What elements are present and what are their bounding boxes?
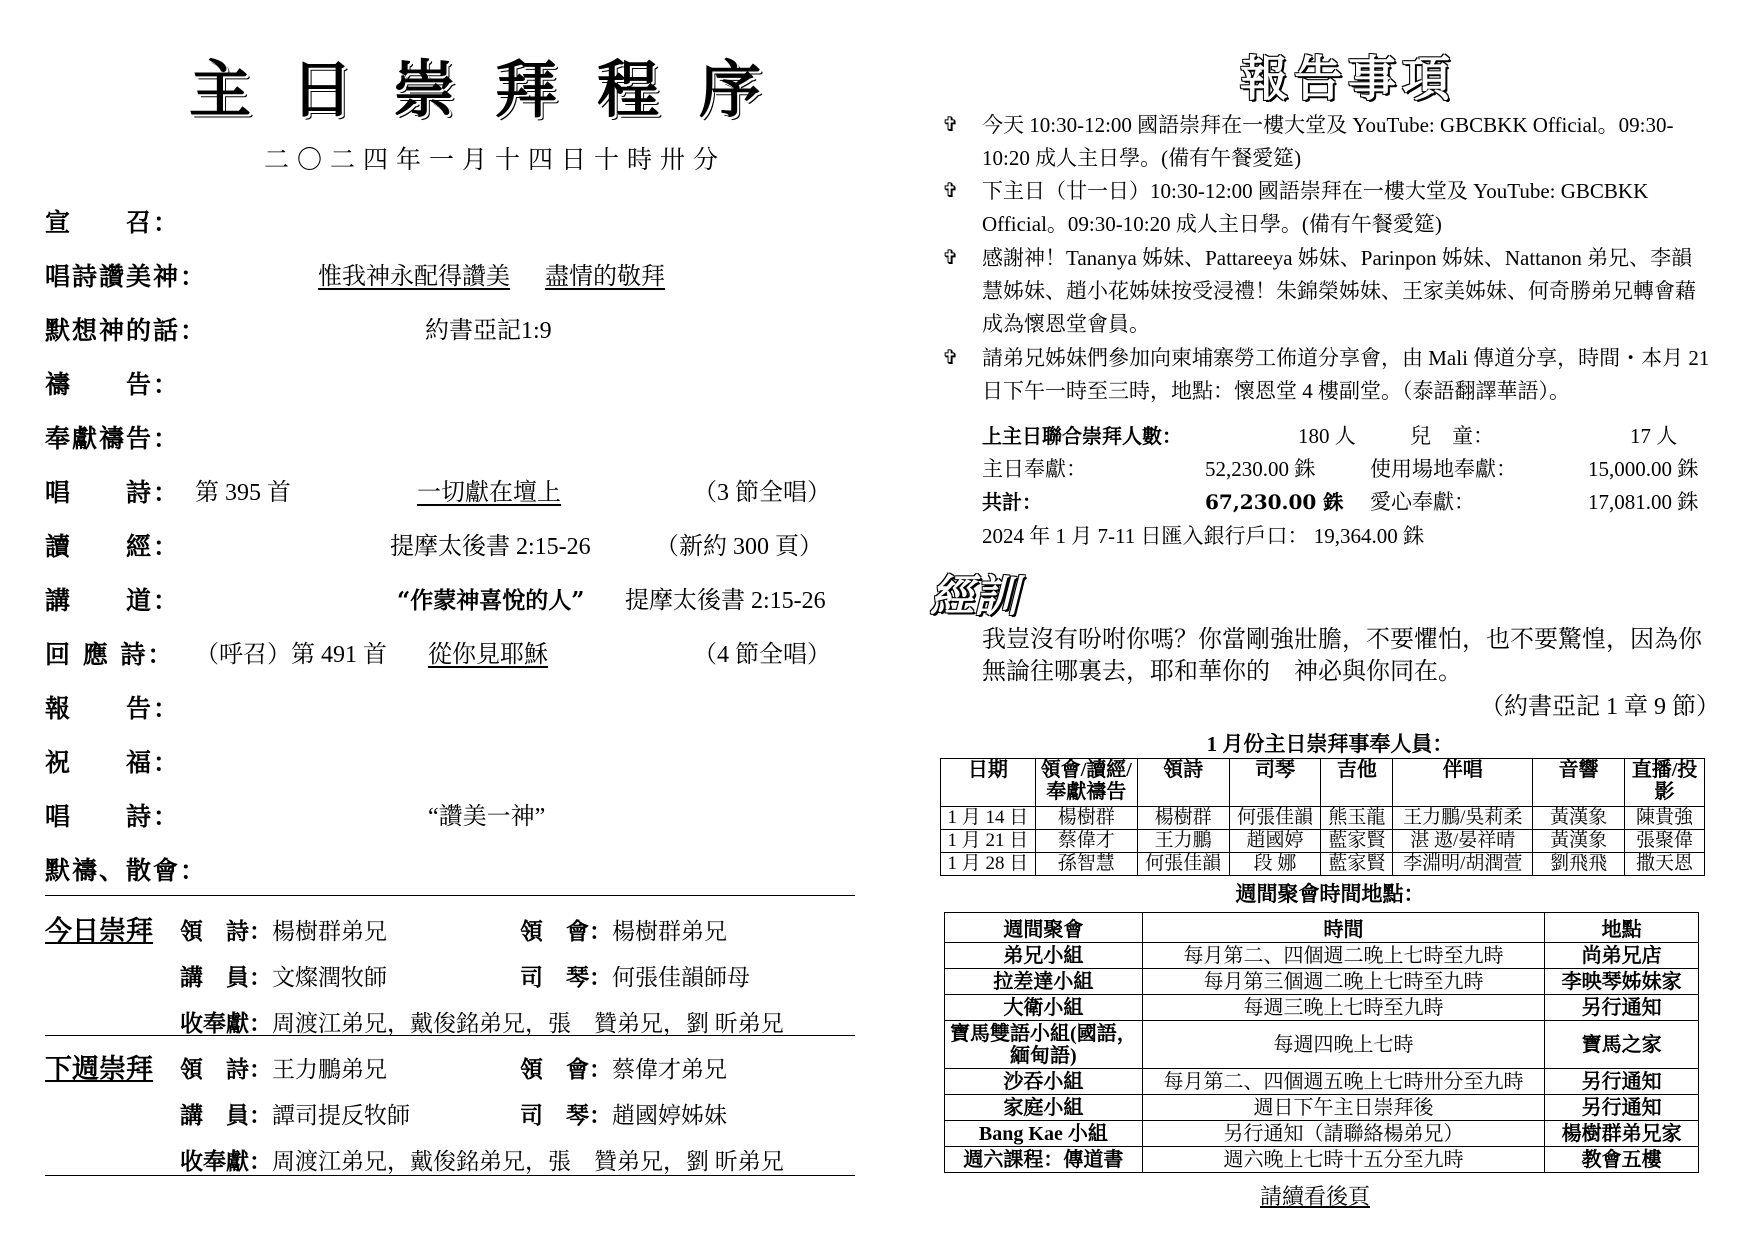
venue-offering-value: 15,000.00 銖: [1588, 457, 1699, 481]
cross-icon: ✞: [942, 247, 959, 269]
table-cell: 黃漢象: [1533, 807, 1625, 830]
order-label: 禱 告：: [45, 370, 181, 399]
announcements-title: 報告事項: [1240, 51, 1457, 107]
table-cell: 黃漢象: [1533, 830, 1625, 853]
duty-roster-table: [940, 758, 1705, 876]
table-row: [945, 1069, 1699, 1095]
table-cell: 每月第二、四個週五晚上七時卅分至九時: [1142, 1069, 1544, 1095]
table-cell: 沙吞小組: [945, 1069, 1143, 1095]
sermon-title: “作蒙神喜悅的人”: [397, 587, 585, 614]
divider: [45, 895, 855, 896]
table-cell: 弟兄小組: [945, 943, 1143, 969]
table-cell: 王力鵬: [1137, 830, 1229, 853]
table-cell: 楊樹群弟兄家: [1545, 1121, 1699, 1147]
table-cell: 週六課程：傳道書: [945, 1147, 1143, 1173]
announcement-text: 下主日（廿一日）10:30-12:00 國語崇拜在一樓大堂及 YouTube: GBCBKK Official。09:30-10:20 成人主日學。(備有午餐愛筵): [982, 179, 1649, 236]
table-row: [945, 1121, 1699, 1147]
order-label: 奉獻禱告：: [45, 424, 181, 453]
verse-reference: （約書亞記 1 章 9 節）: [1480, 694, 1720, 720]
song-title: “讚美一神”: [428, 804, 546, 830]
table-cell: Bang Kae 小組: [945, 1121, 1143, 1147]
table-cell: 王力鵬/吳莉柔: [1393, 807, 1533, 830]
order-label: 回 應 詩：: [45, 640, 175, 669]
table-row: [945, 1095, 1699, 1121]
next-offering-team: 收奉獻：周渡江弟兄，戴俊銘弟兄，張 贊弟兄，劉 昕弟兄: [180, 1148, 784, 1175]
verse-text: 我豈沒有吩咐你嗎？你當剛強壯膽，不要懼怕，也不要驚惶，因為你無論往哪裏去，耶和華你的 神必與你同在。: [982, 627, 1702, 685]
table-header-row: [945, 913, 1699, 943]
next-lead-service: 領 會：蔡偉才弟兄: [520, 1056, 727, 1083]
order-label: 默禱、散會：: [45, 856, 208, 885]
column-header: 直播/投影: [1625, 759, 1705, 807]
table-cell: 湛 遨/晏祥晴: [1393, 830, 1533, 853]
page-note: （新約 300 頁）: [655, 534, 823, 560]
table-header-row: [941, 759, 1705, 807]
children-value: 17 人: [1630, 424, 1678, 448]
children-label: 兒 童：: [1410, 424, 1494, 448]
table-cell: 陳貴強: [1625, 807, 1705, 830]
next-service-title: 下週崇拜: [45, 1054, 153, 1085]
verse-note: （3 節全唱）: [693, 480, 831, 506]
today-lead-service: 領 會：楊樹群弟兄: [520, 918, 727, 945]
next-speaker: 講 員：譚司提反牧師: [180, 1102, 410, 1129]
cross-icon: ✞: [942, 114, 959, 136]
table-cell: 楊樹群: [1137, 807, 1229, 830]
table-cell: 教會五樓: [1545, 1147, 1699, 1173]
table-cell: 劉飛飛: [1533, 853, 1625, 876]
table-cell: 蔡偉才: [1035, 830, 1137, 853]
table-cell: 1 月 21 日: [941, 830, 1036, 853]
table-cell: 楊樹群: [1035, 807, 1137, 830]
table-cell: 另行通知（請聯絡楊弟兄）: [1142, 1121, 1544, 1147]
announcement-item: [930, 342, 1720, 408]
column-header: 週間聚會: [945, 913, 1143, 943]
table-cell: 尚弟兄店: [1545, 943, 1699, 969]
table-cell: 週六晚上七時十五分至九時: [1142, 1147, 1544, 1173]
duty-roster-caption: 1 月份主日崇拜事奉人員：: [1206, 732, 1454, 756]
table-row: [945, 1147, 1699, 1173]
order-label: 宣 召：: [45, 208, 181, 237]
announcement-item: [930, 109, 1720, 175]
table-cell: 1 月 14 日: [941, 807, 1036, 830]
announcement-item: [930, 242, 1720, 341]
today-speaker: 講 員：文燦潤牧師: [180, 964, 387, 991]
table-cell: 藍家賢: [1321, 853, 1393, 876]
announcements-page: [930, 0, 1730, 1241]
table-cell: 每週三晚上七時至九時: [1142, 995, 1544, 1021]
order-label: 唱詩讚美神：: [45, 262, 208, 291]
table-cell: 另行通知: [1545, 1095, 1699, 1121]
next-service: [45, 1043, 855, 1173]
column-header: 領會/讀經/奉獻禱告: [1035, 759, 1137, 807]
next-lead-song: 領 詩：王力鵬弟兄: [180, 1056, 387, 1083]
table-cell: 熊玉龍: [1321, 807, 1393, 830]
table-row: [941, 853, 1705, 876]
column-header: 領詩: [1137, 759, 1229, 807]
table-row: [945, 995, 1699, 1021]
divider: [45, 1175, 855, 1176]
table-cell: 藍家賢: [1321, 830, 1393, 853]
venue-offering-label: 使用場地奉獻：: [1370, 457, 1517, 481]
table-cell: 家庭小組: [945, 1095, 1143, 1121]
today-service-title: 今日崇拜: [45, 916, 153, 947]
table-row: [941, 807, 1705, 830]
column-header: 音響: [1533, 759, 1625, 807]
table-row: [945, 969, 1699, 995]
weekly-meetings-table: [944, 912, 1699, 1173]
love-offering-label: 愛心奉獻：: [1370, 490, 1475, 514]
table-cell: 何張佳韻: [1137, 853, 1229, 876]
announcement-text: 請弟兄姊妹們參加向柬埔寨勞工佈道分享會，由 Mali 傳道分享，時間・本月 21 日下午一時至三時，地點：懷恩堂 4 樓副堂。（泰語翻譯華語）。: [982, 346, 1710, 403]
announcement-text: 感謝神！Tananya 姊妹、Pattareeya 姊妹、Parinpon 姊妹、Nattanon 弟兄、李韻慧姊妹、趙小花姊妹按受浸禮！朱錦榮姊妹、王家美姊妹、何奇勝弟兄轉會藉成為懷恩堂會員。: [982, 246, 1696, 336]
column-header: 日期: [941, 759, 1036, 807]
table-row: [941, 830, 1705, 853]
table-cell: 每月第二、四個週二晚上七時至九時: [1142, 943, 1544, 969]
table-cell: 大衛小組: [945, 995, 1143, 1021]
table-cell: 拉差達小組: [945, 969, 1143, 995]
attendance-value: 180 人: [1298, 424, 1356, 448]
today-offering-team: 收奉獻：周渡江弟兄，戴俊銘弟兄，張 贊弟兄，劉 昕弟兄: [180, 1010, 784, 1037]
table-cell: 1 月 28 日: [941, 853, 1036, 876]
service-date: 二〇二四年一月十四日十時卅分: [263, 145, 726, 174]
order-label: 講 道：: [45, 586, 181, 615]
table-cell: 何張佳韻: [1229, 807, 1321, 830]
table-cell: 張聚偉: [1625, 830, 1705, 853]
song-title: 一切獻在壇上: [417, 480, 561, 506]
column-header: 地點: [1545, 913, 1699, 943]
sunday-offering-value: 52,230.00 銖: [1205, 457, 1316, 481]
divider: [45, 1035, 855, 1036]
total-value: 67,230.00 銖: [1205, 490, 1344, 514]
total-label: 共計：: [982, 490, 1042, 514]
scripture-ref: 提摩太後書 2:15-26: [625, 588, 826, 614]
today-lead-song: 領 詩：楊樹群弟兄: [180, 918, 387, 945]
table-cell: 段 娜: [1229, 853, 1321, 876]
column-header: 伴唱: [1393, 759, 1533, 807]
announcement-item: [930, 175, 1720, 241]
table-cell: 李淵明/胡潤萱: [1393, 853, 1533, 876]
song-title: 盡情的敬拜: [545, 264, 665, 290]
table-cell: 趙國婷: [1229, 830, 1321, 853]
verse-title: 經訓: [930, 571, 1018, 622]
cross-icon: ✞: [942, 347, 959, 369]
column-header: 司琴: [1229, 759, 1321, 807]
table-cell: 寶馬之家: [1545, 1021, 1699, 1069]
song-title: 從你見耶穌: [428, 642, 548, 668]
today-pianist: 司 琴：何張佳韻師母: [520, 964, 750, 991]
table-row: [945, 943, 1699, 969]
table-cell: 每週四晚上七時: [1142, 1021, 1544, 1069]
bank-transfer-note: 2024 年 1 月 7-11 日匯入銀行戶口： 19,364.00 銖: [982, 524, 1424, 548]
today-service: [45, 905, 855, 1035]
attendance-label: 上主日聯合崇拜人數：: [982, 424, 1182, 448]
cross-icon: ✞: [942, 180, 959, 202]
table-cell: 另行通知: [1545, 995, 1699, 1021]
next-pianist: 司 琴：趙國婷姊妹: [520, 1102, 727, 1129]
order-label: 唱 詩：: [45, 802, 181, 831]
order-label: 默想神的話：: [45, 316, 208, 345]
announcement-text: 今天 10:30-12:00 國語崇拜在一樓大堂及 YouTube: GBCBKK Official。09:30-10:20 成人主日學。(備有午餐愛筵): [982, 113, 1674, 170]
hymn-number: （呼召）第 491 首: [195, 642, 387, 668]
table-row: [945, 1021, 1699, 1069]
scripture-ref: 約書亞記1:9: [425, 318, 552, 344]
love-offering-value: 17,081.00 銖: [1588, 490, 1699, 514]
verse-note: （4 節全唱）: [693, 642, 831, 668]
table-cell: 撒天恩: [1625, 853, 1705, 876]
table-cell: 李映琴姊妹家: [1545, 969, 1699, 995]
order-label: 讀 經：: [45, 532, 181, 561]
scripture-ref: 提摩太後書 2:15-26: [390, 534, 591, 560]
order-label: 祝 福：: [45, 748, 181, 777]
continue-next-page-link[interactable]: 請續看後頁: [1260, 1184, 1371, 1209]
page-title: 主日崇拜程序: [188, 53, 801, 126]
table-cell: 孫智慧: [1035, 853, 1137, 876]
table-cell: 週日下午主日崇拜後: [1142, 1095, 1544, 1121]
order-label: 唱 詩：: [45, 478, 181, 507]
meetings-caption: 週間聚會時間地點：: [1235, 882, 1425, 906]
column-header: 時間: [1142, 913, 1544, 943]
table-cell: 另行通知: [1545, 1069, 1699, 1095]
order-label: 報 告：: [45, 694, 181, 723]
table-cell: 每月第三個週二晚上七時至九時: [1142, 969, 1544, 995]
column-header: 吉他: [1321, 759, 1393, 807]
hymn-number: 第 395 首: [195, 480, 291, 506]
worship-order-page: [45, 0, 855, 1241]
sunday-offering-label: 主日奉獻：: [982, 457, 1087, 481]
song-title: 惟我神永配得讚美: [318, 264, 510, 290]
table-cell: 寶馬雙語小組(國語，緬甸語): [945, 1021, 1143, 1069]
